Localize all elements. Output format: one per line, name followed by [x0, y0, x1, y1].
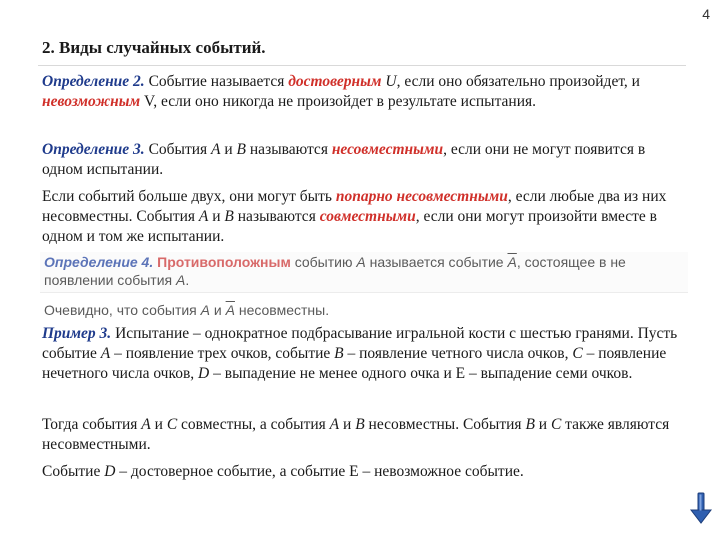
pairwise-paragraph: [42, 187, 682, 247]
symbol-a: А: [141, 416, 151, 433]
definition-4-text-3: называется событие: [365, 254, 508, 270]
example-3-text-4: – появление нечетного числа очков,: [42, 345, 667, 382]
symbol-b: В: [334, 345, 344, 362]
example-3-text-2: – появление трех очков, событие: [110, 345, 335, 362]
page-number: 4: [702, 6, 710, 22]
symbol-c: С: [550, 416, 562, 433]
pairwise-text-3: и: [208, 208, 225, 225]
symbol-a: A: [200, 302, 210, 318]
symbol-u: U: [385, 73, 397, 90]
symbol-a: A: [356, 254, 366, 270]
definition-2: [42, 72, 682, 112]
symbol-b: В: [525, 416, 535, 433]
obvious-text-2: и: [210, 302, 226, 318]
definition-4-text-2: событию: [290, 254, 357, 270]
definition-3-text-3: называются: [246, 141, 332, 158]
term-compatible: совместными: [319, 208, 416, 225]
symbol-a: А: [329, 416, 340, 433]
definition-4-label: Определение 4.: [44, 254, 154, 270]
definition-3-text-1: События: [144, 141, 212, 158]
pairwise-text-4: называются: [233, 208, 320, 225]
symbol-b: В: [355, 416, 365, 433]
definition-2-label: Определение 2.: [42, 73, 145, 90]
then-text-1: Тогда события: [42, 416, 142, 433]
then-paragraph: [42, 415, 682, 455]
title-divider: [38, 65, 686, 66]
then-text-2: и: [150, 416, 167, 433]
page-title: 2. Виды случайных событий.: [42, 38, 266, 57]
definition-4: [44, 253, 684, 289]
obvious-statement: [44, 301, 684, 319]
term-opposite: Противоположным: [157, 254, 291, 270]
symbol-d: D: [198, 365, 210, 382]
definition-3-text-4: , если они не могут появится в одном испытании.: [42, 141, 646, 178]
example-3-text-1: Испытание – однократное подбрасывание игральной кости с шестью гранями. Пусть событие: [42, 325, 678, 362]
term-certain: достоверным: [288, 73, 382, 90]
then-text-6: и: [534, 416, 551, 433]
then-text-5: несовместны. События: [364, 416, 526, 433]
then-text-7: также являются несовместными.: [42, 416, 670, 453]
symbol-a: А: [211, 141, 221, 158]
symbol-c: С: [166, 416, 178, 433]
example-3-text-5: – выпадение не менее одного очка и E – выпадение семи очков.: [209, 365, 633, 382]
example-3: [42, 324, 682, 384]
term-incompatible: несовместными: [331, 141, 444, 158]
symbol-c: С: [572, 345, 583, 362]
symbol-b: В: [236, 141, 247, 158]
definition-3-label: Определение 3.: [42, 141, 145, 158]
definition-4-text-5: .: [185, 272, 190, 288]
term-pairwise-incompatible: попарно несовместными: [335, 188, 508, 205]
symbol-a: А: [198, 208, 209, 225]
definition-2-text-1: Событие называется: [144, 73, 289, 90]
symbol-b: В: [224, 208, 234, 225]
symbol-d: D: [104, 463, 116, 480]
pairwise-text-5: , если они могут произойти вместе в одном и том же испытании.: [42, 208, 657, 245]
definition-3-text-2: и: [220, 141, 237, 158]
definition-2-text-4: V, если оно никогда не произойдет в результате испытания.: [140, 93, 537, 110]
then-text-3: совместны, а события: [177, 416, 330, 433]
term-impossible: невозможным: [42, 93, 141, 110]
pairwise-text-2: , если любые два из них несовместны. События: [42, 188, 667, 225]
symbol-a-bar: $\overline{A}$: [225, 302, 235, 318]
definition-4-text-4: , состоящее в не появлении события: [44, 254, 626, 288]
example-3-text-3: – появление четного числа очков,: [343, 345, 573, 362]
then-text-4: и: [339, 416, 356, 433]
symbol-a-bar: $\overline{A}$: [507, 254, 517, 270]
obvious-text-1: Очевидно, что события: [44, 302, 201, 318]
symbol-a: А: [100, 345, 111, 362]
pairwise-text-1: Если событий больше двух, они могут быть: [42, 188, 336, 205]
final-text-1: Событие: [42, 463, 105, 480]
example-3-label: Пример 3.: [42, 325, 112, 342]
definition-2-text-3: , если оно обязательно произойдет, и: [396, 73, 640, 90]
down-arrow-icon[interactable]: [690, 492, 712, 524]
definition-3: [42, 140, 682, 180]
final-text-2: – достоверное событие, а событие E – невозможное событие.: [115, 463, 524, 480]
obvious-text-3: несовместны.: [234, 302, 330, 318]
symbol-a: A: [176, 272, 186, 288]
final-statement: [42, 462, 682, 482]
